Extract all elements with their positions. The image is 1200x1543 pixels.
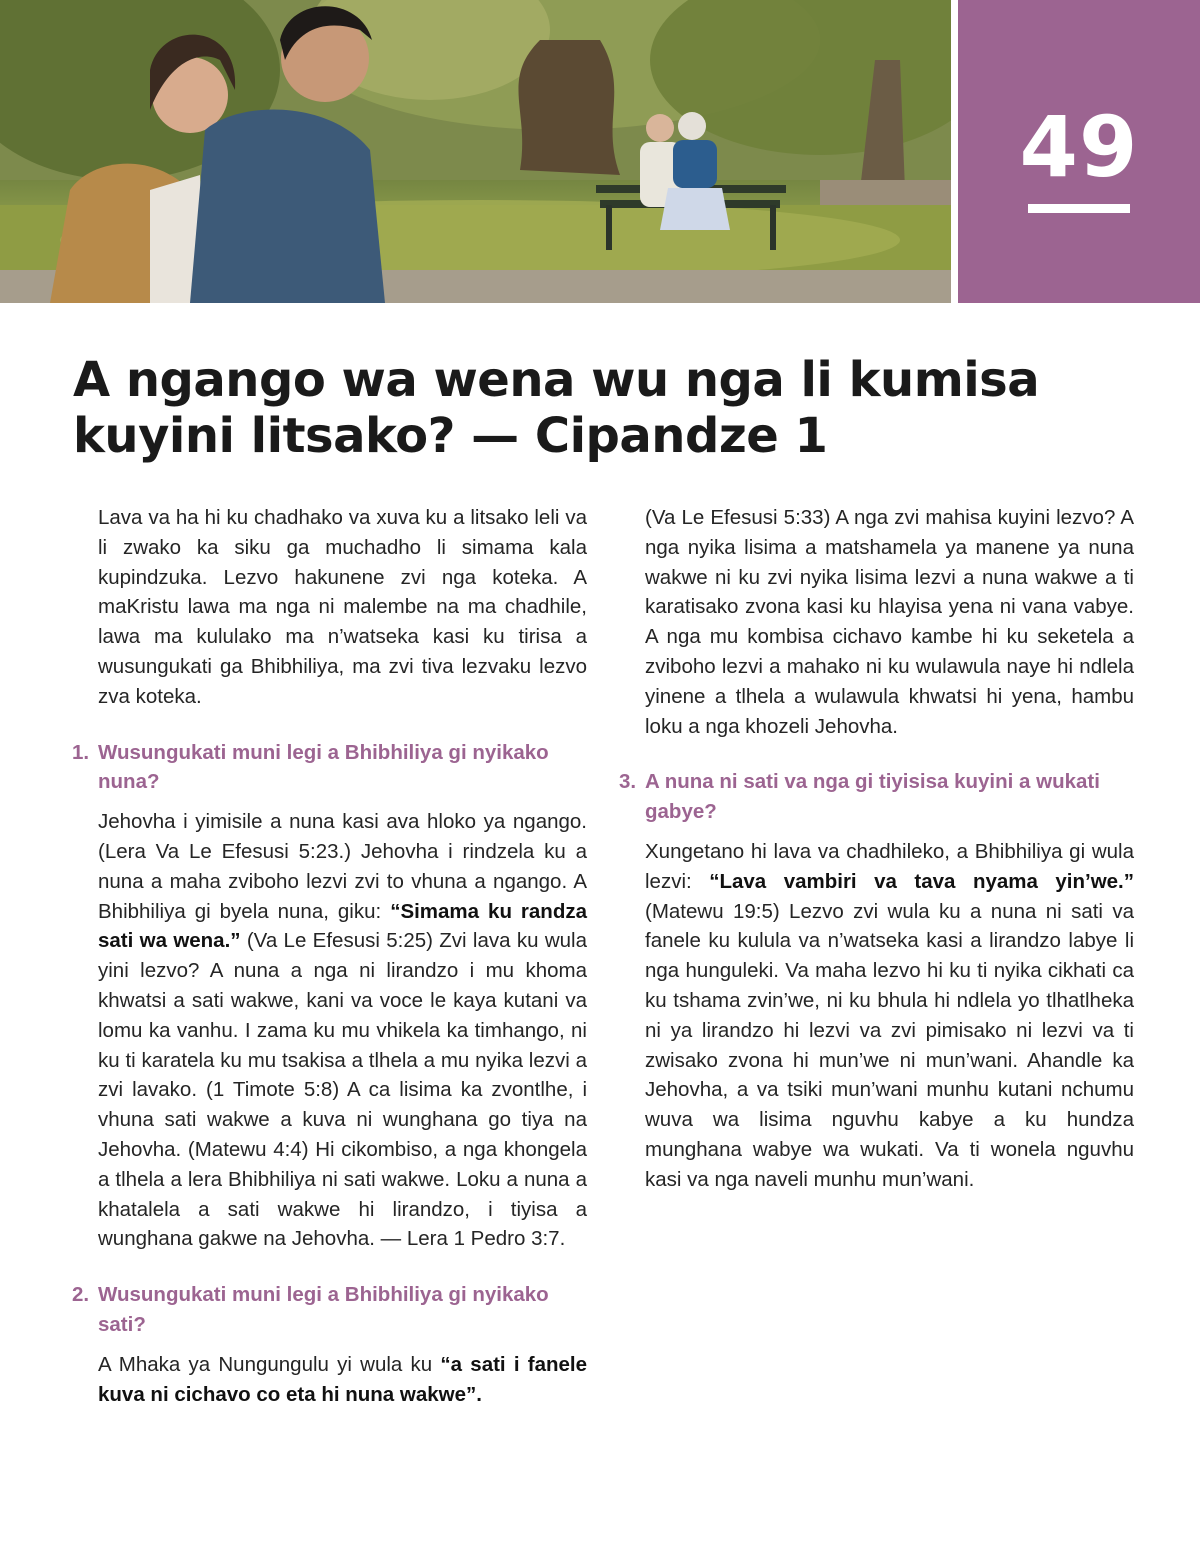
question-2 <box>72 1280 587 1340</box>
intro-paragraph: Lava va ha hi ku chadhako va xuva ku a litsako leli va li zwako ka siku ga muchadho li simama kala kupindzuka. Lezvo hakunene zvi nga koteka. A maKristu lawa ma nga ni malembe na ma chadhile, lawa ma kululako ma n’watseka kasi ku tirisa a wusungukati ga Bhibhiliya, ma zvi tiva lezvaku lezvo zva koteka. <box>98 506 587 708</box>
answer-3-bold-quote: “Lava vambiri va tava nyama yin’we.” <box>709 869 1134 893</box>
answer-2-continuation: (Va Le Efesusi 5:33) A nga zvi mahisa kuyini lezvo? A nga nyika lisima a matshamela ya manene ya nuna wakwe ni ku zvi nyika lisima lezvi a nuna wakwe a ti karatisako zvona kasi ku hlayisa yena ni vana vabye. A nga mu kombisa cichavo kambe hi ku seketela a zviboho lezvi a mahako ni ku wulawula naye hi ndlela yinene a tlhela a wulawula khwatsi hi yena, hambu loku a nga khozeli Jehovha. <box>645 506 1134 738</box>
answer-2-paragraph <box>98 1350 587 1410</box>
answer-2-bold-quote: “a sati i fanele kuva ni cichavo co eta hi nuna wakwe”. <box>98 1352 587 1406</box>
answer-1-text-before: Jehovha i yimisile a nuna kasi ava hloko ya ngango. (Lera Va Le Efesusi 5:23.) Jehovha i rindzela ku a nuna a maha zviboho lezvi zvi to vhuna a ngango. A Bhibhiliya gi byela nuna, giku: <box>98 810 587 923</box>
lesson-number: 49 <box>1019 98 1139 196</box>
right-column <box>619 503 1134 1195</box>
question-2-text: Wusungukati muni legi a Bhibhiliya gi nyikako sati? <box>98 1283 549 1336</box>
header-photo <box>0 0 951 303</box>
answer-3-paragraph <box>645 837 1134 1195</box>
question-1 <box>72 738 587 798</box>
question-3 <box>619 767 1134 827</box>
answer-1-bold-quote: “Simama ku randza sati wa wena.” <box>98 899 588 953</box>
answer-2-text-before: A Mhaka ya Nungungulu yi wula ku <box>98 1352 441 1376</box>
question-1-text: Wusungukati muni legi a Bhibhiliya gi nyikako nuna? <box>98 740 549 794</box>
question-2-number: 2. <box>72 1283 90 1307</box>
answer-1-paragraph <box>98 807 587 1254</box>
answer-3-text-after: (Matewu 19:5) Lezvo zvi wula ku a nuna ni sati va fanele ku kulula va n’watseka kasi a lirandzo labye li nga hunguleki. Va maha lezvo hi ku ti nyika cikhati ca ku tshama zvin’we, ni ku bhula hi ndlela yo tlhatlheka ni ya lirandzo hi lezvi va zvi pimisako ni lezvi va ti zwisako zvona hi mun’we ni mun’wani. Ahandle ka Jehovha, a va tsiki mun’wani munhu kutani nchumu wuva wa lisima nguvhu kabye a ku hundza munghana wabye wa wukati. Va ti wonela nguvhu kasi va nga naveli munhu mun’wani. <box>645 899 1134 1191</box>
page-title: A ngango wa wena wu nga li kumisa kuyini litsako? — Cipandze 1 <box>73 352 1040 464</box>
lesson-number-badge <box>958 0 1200 303</box>
badge-underline <box>1028 204 1130 213</box>
question-1-number: 1. <box>72 740 90 764</box>
left-column <box>72 503 588 1409</box>
question-3-number: 3. <box>619 770 637 794</box>
answer-3-text-before: Xungetano hi lava va chadhileko, a Bhibhiliya gi wula lezvi: <box>645 839 1134 893</box>
question-3-text: A nuna ni sati va nga gi tiyisisa kuyini a wukati gabye? <box>645 770 1100 824</box>
answer-1-text-after: (Va Le Efesusi 5:25) Zvi lava ku wula yini lezvo? A nuna a nga ni lirandzo i mu khoma khwatsi a sati wakwe, kani va voce le kaya kutani va lomu ka vanhu. I zama ku mu vhikela ka timhango, ni ku ti karatela ku mu tsakisa a tlhela a mu nyika lezvi a zvi lavako. (1 Timote 5:8) A ca lisima ka zvontlhe, i vhuna sati wakwe a kuva ni wunghana go tiya na Jehovha. (Matewu 4:4) Hi cikombiso, a nga khongela a tlhela a lera Bhibhiliya ni sati wakwe. Loku a nuna a khatalela a sati wakwe hi lirandzo, i tiyisa a wunghana gakwe na Jehovha. — Lera 1 Pedro 3:7. <box>98 929 587 1251</box>
couple-in-park-photo-icon <box>0 0 951 303</box>
